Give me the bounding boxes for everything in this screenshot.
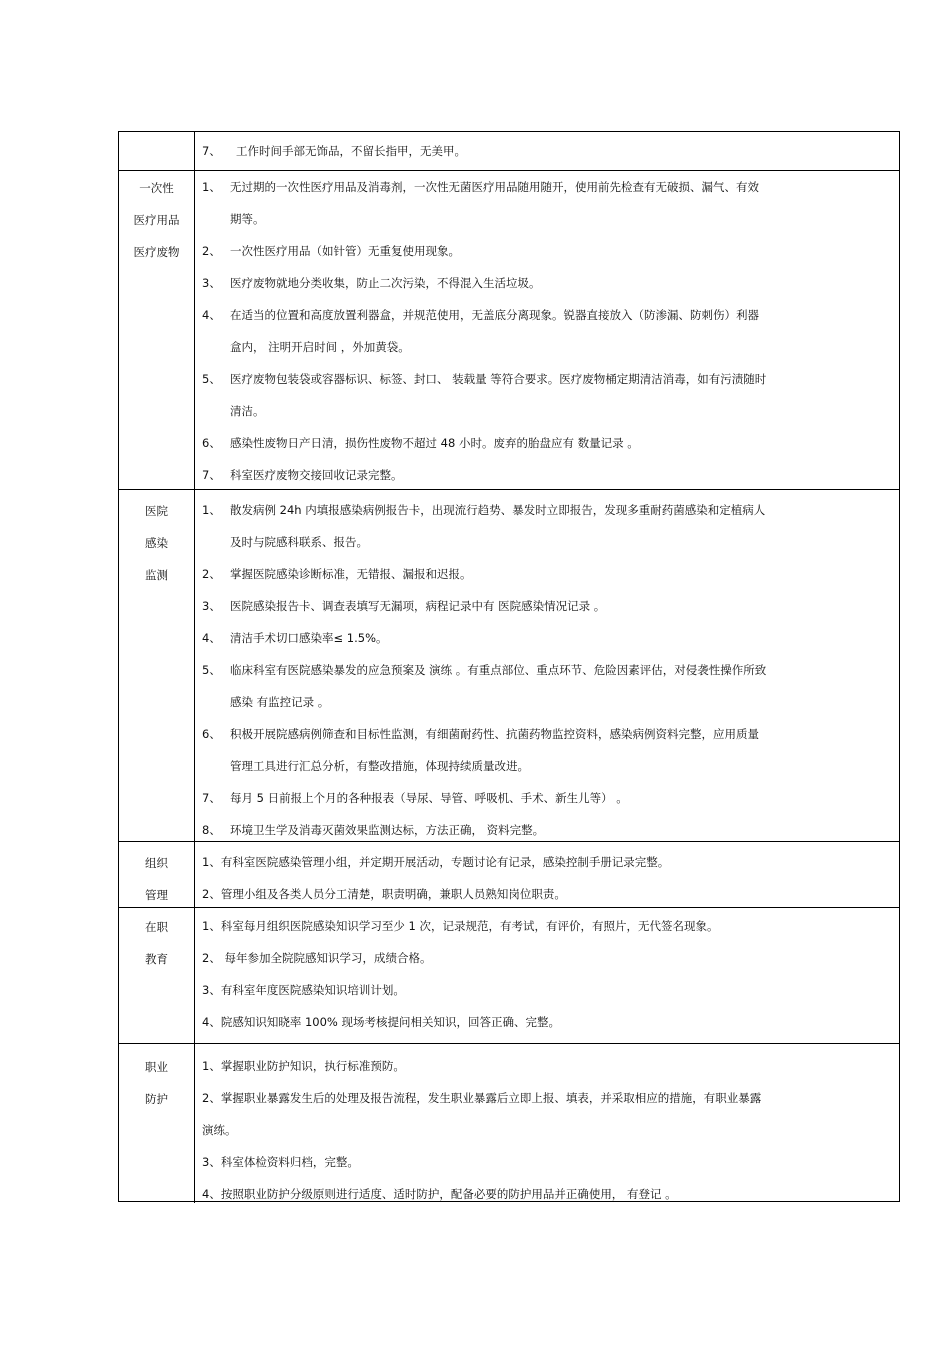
category-line: 教育 bbox=[145, 952, 168, 966]
item-number: 6、 bbox=[202, 436, 221, 450]
item-text: 3、有科室年度医院感染知识培训计划。 bbox=[202, 983, 405, 997]
item-text: 4、院感知识知晓率 100% 现场考核提问相关知识，回答正确、完整。 bbox=[202, 1015, 561, 1029]
item-text: 1、有科室医院感染管理小组，并定期开展活动，专题讨论有记录，感染控制手册记录完整。 bbox=[202, 855, 670, 869]
item-text: 1、科室每月组织医院感染知识学习至少 1 次，记录规范，有考试，有评价，有照片，无代签名现象。 bbox=[202, 919, 719, 933]
item-text: 2、 每年参加全院院感知识学习，成绩合格。 bbox=[202, 951, 432, 965]
item-text: 一次性医疗用品（如针管）无重复使用现象。 bbox=[230, 244, 460, 258]
item-text: 医疗废物包装袋或容器标识、标签、封口、 装载量 等符合要求。医疗废物桶定期清洁消毒，如有污渍随时 bbox=[230, 372, 767, 386]
item-text: 在适当的位置和高度放置利器盒，并规范使用，无盖底分离现象。锐器直接放入（防渗漏、防刺伤）利器 bbox=[230, 308, 759, 322]
item-text: 清洁。 bbox=[230, 404, 265, 418]
item-text: 临床科室有医院感染暴发的应急预案及 演练 。有重点部位、重点环节、危险因素评估，对侵袭性操作所致 bbox=[230, 663, 767, 677]
item-text: 及时与院感科联系、报告。 bbox=[230, 535, 368, 549]
section-occupational-protection bbox=[119, 1043, 899, 1203]
column-divider bbox=[194, 1044, 195, 1203]
item-text: 医院感染报告卡、调查表填写无漏项，病程记录中有 医院感染情况记录 。 bbox=[230, 599, 606, 613]
category-line: 在职 bbox=[145, 920, 168, 934]
item-number: 4、 bbox=[202, 308, 221, 322]
item-number: 7、 bbox=[202, 468, 221, 482]
item-text: 演练。 bbox=[202, 1123, 237, 1137]
item-number: 3、 bbox=[202, 276, 221, 290]
item-text: 每月 5 日前报上个月的各种报表（导尿、导管、呼吸机、手术、新生儿等） 。 bbox=[230, 791, 628, 805]
category-line: 一次性 bbox=[139, 181, 174, 195]
section-organization-management bbox=[119, 841, 899, 907]
category-line: 医疗用品 bbox=[133, 213, 180, 227]
column-divider bbox=[194, 171, 195, 489]
column-divider bbox=[194, 842, 195, 907]
item-text: 感染性废物日产日清，损伤性废物不超过 48 小时。废弃的胎盘应有 数量记录 。 bbox=[230, 436, 639, 450]
category-line: 医院 bbox=[145, 504, 168, 518]
section-infection-monitoring bbox=[119, 489, 899, 841]
item-number: 7、 bbox=[202, 791, 221, 805]
item-number: 2、 bbox=[202, 567, 221, 581]
item-text: 盒内， 注明开启时间 ，外加黄袋。 bbox=[230, 340, 410, 354]
item-number: 7、 bbox=[202, 144, 221, 158]
category-line: 医疗废物 bbox=[133, 245, 180, 259]
item-text: 1、掌握职业防护知识，执行标准预防。 bbox=[202, 1059, 405, 1073]
item-text: 2、掌握职业暴露发生后的处理及报告流程，发生职业暴露后立即上报、填表，并采取相应的措施，有职业暴露 bbox=[202, 1091, 762, 1105]
item-text: 感染 有监控记录 。 bbox=[230, 695, 330, 709]
item-number: 5、 bbox=[202, 663, 221, 677]
category-line: 感染 bbox=[145, 536, 168, 550]
category-line: 职业 bbox=[145, 1060, 168, 1074]
item-number: 2、 bbox=[202, 244, 221, 258]
item-text: 科室医疗废物交接回收记录完整。 bbox=[230, 468, 403, 482]
category-line: 防护 bbox=[145, 1092, 168, 1106]
item-number: 6、 bbox=[202, 727, 221, 741]
item-text: 清洁手术切口感染率≤ 1.5%。 bbox=[230, 631, 388, 645]
item-text: 3、科室体检资料归档，完整。 bbox=[202, 1155, 359, 1169]
item-text: 期等。 bbox=[230, 212, 265, 226]
item-number: 5、 bbox=[202, 372, 221, 386]
item-text: 管理工具进行汇总分析，有整改措施，体现持续质量改进。 bbox=[230, 759, 529, 773]
item-number: 8、 bbox=[202, 823, 221, 837]
item-text: 积极开展院感病例筛查和目标性监测，有细菌耐药性、抗菌药物监控资料，感染病例资料完整，应用质量 bbox=[230, 727, 759, 741]
item-text: 医疗废物就地分类收集，防止二次污染，不得混入生活垃圾。 bbox=[230, 276, 541, 290]
category-line: 监测 bbox=[145, 568, 168, 582]
item-text: 掌握医院感染诊断标准，无错报、漏报和迟报。 bbox=[230, 567, 472, 581]
column-divider bbox=[194, 132, 195, 170]
section-disposable-supplies bbox=[119, 170, 899, 489]
column-divider bbox=[194, 908, 195, 1043]
item-text: 散发病例 24h 内填报感染病例报告卡，出现流行趋势、暴发时立即报告，发现多重耐药菌感染和定植病人 bbox=[230, 503, 766, 517]
section-on-job-education bbox=[119, 907, 899, 1043]
item-number: 4、 bbox=[202, 631, 221, 645]
item-text: 无过期的一次性医疗用品及消毒剂，一次性无菌医疗用品随用随开，使用前先检查有无破损、漏气、有效 bbox=[230, 180, 759, 194]
category-line: 管理 bbox=[145, 888, 168, 902]
item-text: 环境卫生学及消毒灭菌效果监测达标，方法正确， 资料完整。 bbox=[230, 823, 545, 837]
item-number: 1、 bbox=[202, 180, 221, 194]
category-line: 组织 bbox=[145, 856, 168, 870]
item-number: 3、 bbox=[202, 599, 221, 613]
item-text: 2、管理小组及各类人员分工清楚，职责明确，兼职人员熟知岗位职责。 bbox=[202, 887, 566, 901]
item-text: 4、按照职业防护分级原则进行适度、适时防护，配备必要的防护用品并正确使用， 有登记 。 bbox=[202, 1187, 677, 1201]
column-divider bbox=[194, 490, 195, 841]
item-text: 工作时间手部无饰品，不留长指甲，无美甲。 bbox=[236, 144, 466, 158]
section-hand-hygiene bbox=[119, 132, 899, 170]
item-number: 1、 bbox=[202, 503, 221, 517]
inspection-table bbox=[118, 131, 900, 1202]
